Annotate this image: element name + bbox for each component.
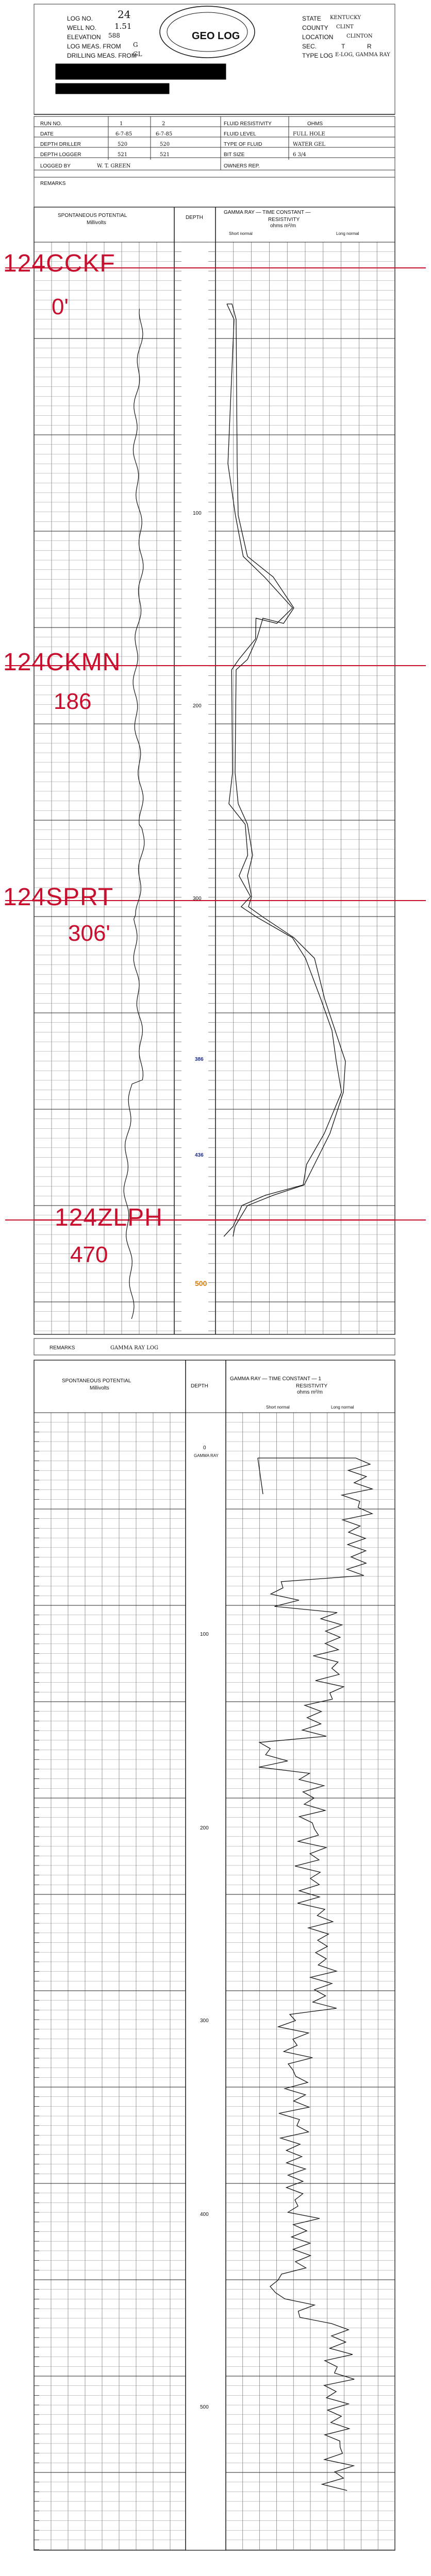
fluid-resistivity-value: OHMS: [307, 121, 323, 127]
marker-code-2: 124CKMN: [3, 649, 121, 676]
log-meas-from-label: LOG MEAS. FROM: [67, 43, 121, 50]
depth2-label-400: 400: [200, 2212, 209, 2217]
company-logo-text: GEO LOG: [192, 30, 240, 42]
marker-depth-1: 0': [52, 294, 69, 319]
resistivity-header-2: RESISTIVITY: [296, 1383, 328, 1389]
run-1-no: 1: [120, 121, 123, 127]
date-label: DATE: [40, 131, 54, 137]
marker-code-1: 124CCKF: [3, 250, 115, 277]
ohms-header-2: ohms m²/m: [297, 1389, 323, 1395]
resistivity-header: RESISTIVITY: [268, 217, 300, 223]
bit-size-label: BIT SIZE: [224, 152, 245, 158]
type-log-value: E-LOG, GAMMA RAY: [335, 52, 390, 58]
long-normal-label: Long normal: [336, 231, 359, 236]
remarks-label: REMARKS: [40, 181, 66, 187]
redaction-bar-1: [56, 64, 226, 79]
run-1-depth-logger: 521: [118, 152, 128, 158]
fluid-level-value: FULL HOLE: [293, 131, 325, 137]
depth2-label-300: 300: [200, 2018, 209, 2024]
short-normal-curve: [224, 304, 341, 1236]
run-no-label: RUN NO.: [40, 121, 62, 127]
depth-label-500: 500: [195, 1279, 207, 1287]
log-meas-from-value: G: [133, 41, 138, 48]
run-2-depth-driller: 520: [160, 142, 170, 147]
gamma-ray-top-segment: [258, 1458, 263, 1494]
sp-title-2: SPONTANEOUS POTENTIAL: [62, 1378, 131, 1384]
gamma-header-2: GAMMA RAY — TIME CONSTANT — 1: [230, 1376, 321, 1382]
run-table-frame: [34, 116, 395, 207]
drilling-meas-from-value: GL: [133, 50, 142, 58]
type-of-fluid-value: WATER GEL: [293, 142, 326, 147]
rge-label: R: [367, 43, 372, 50]
log-no-label: LOG NO.: [67, 15, 93, 22]
run-2-depth-logger: 521: [160, 152, 170, 158]
depth-header-2: DEPTH: [191, 1383, 208, 1389]
marker-depth-2: 186: [54, 689, 92, 714]
sp-units: Millivolts: [87, 220, 106, 226]
bit-size-value: 6 3/4: [293, 152, 306, 158]
type-log-label: TYPE LOG: [302, 52, 334, 59]
depth-header: DEPTH: [186, 215, 203, 221]
track2-frame: [34, 1360, 395, 2550]
well-no-value: 1.51: [114, 22, 132, 31]
elevation-value: 588: [108, 32, 120, 39]
depth-driller-label: DEPTH DRILLER: [40, 142, 81, 147]
marker-code-4: 124ZLPH: [55, 1204, 163, 1231]
gamma-header: GAMMA RAY — TIME CONSTANT —: [224, 210, 311, 215]
marker-depth-3: 306': [68, 921, 110, 946]
gamma-ray-curve: [258, 1458, 372, 2490]
location-value: CLINTON: [346, 33, 373, 39]
depth2-label-200: 200: [200, 1825, 209, 1831]
depth2-label-100: 100: [200, 1632, 209, 1637]
sp-units-2: Millivolts: [90, 1385, 109, 1391]
long-normal-curve: [227, 304, 345, 1236]
short-normal-label-2: Short normal: [266, 1405, 290, 1410]
ohms-header: ohms m²/m: [270, 223, 296, 229]
depth2-label-0: 0: [203, 1445, 206, 1451]
elevation-label: ELEVATION: [67, 33, 101, 41]
type-of-fluid-label: TYPE OF FLUID: [224, 142, 262, 147]
location-label: LOCATION: [302, 33, 334, 41]
depth-label-300: 300: [193, 896, 202, 902]
run-1-date: 6-7-85: [115, 131, 132, 137]
logged-by-label: LOGGED BY: [40, 163, 71, 169]
depth-label-100: 100: [193, 511, 202, 516]
well-no-label: WELL NO.: [67, 24, 96, 31]
track1-frame: [34, 207, 395, 1334]
marker-code-3: 124SPRT: [3, 884, 114, 911]
depth-label-200: 200: [193, 703, 202, 709]
state-value: KENTUCKY: [330, 15, 361, 21]
section-break-frame: [34, 1338, 395, 1355]
long-normal-label-2: Long normal: [331, 1405, 354, 1410]
sp-curve: [124, 309, 144, 1319]
remarks-value-2: GAMMA RAY LOG: [110, 1345, 159, 1351]
drilling-meas-from-label: DRILLING MEAS. FROM: [67, 52, 137, 59]
redaction-bar-2: [56, 83, 169, 94]
depth-label-386: 386: [195, 1057, 204, 1062]
depth-logger-label: DEPTH LOGGER: [40, 152, 81, 158]
fluid-resistivity-label: FLUID RESISTIVITY: [224, 121, 272, 127]
depth-label-436: 436: [195, 1153, 204, 1158]
county-value: CLINT: [336, 24, 354, 30]
depth2-label-500: 500: [200, 2404, 209, 2410]
run-2-no: 2: [162, 121, 165, 127]
run-2-date: 6-7-85: [156, 131, 173, 137]
county-label: COUNTY: [302, 24, 328, 31]
marker-depth-4: 470: [70, 1242, 108, 1267]
depth2-label-gamma: GAMMA RAY: [194, 1453, 219, 1458]
sec-label: SEC.: [302, 43, 317, 50]
run-1-depth-driller: 520: [118, 142, 128, 147]
owners-rep-label: OWNERS REP.: [224, 163, 260, 169]
twp-label: T: [341, 43, 345, 50]
remarks-label-2: REMARKS: [49, 1345, 75, 1351]
fluid-level-label: FLUID LEVEL: [224, 131, 256, 137]
sp-title: SPONTANEOUS POTENTIAL: [58, 213, 127, 218]
state-label: STATE: [302, 15, 321, 22]
short-normal-label: Short normal: [229, 231, 253, 236]
log-no-value: 24: [118, 8, 131, 21]
logged-by-value: W. T. GREEN: [97, 163, 131, 169]
